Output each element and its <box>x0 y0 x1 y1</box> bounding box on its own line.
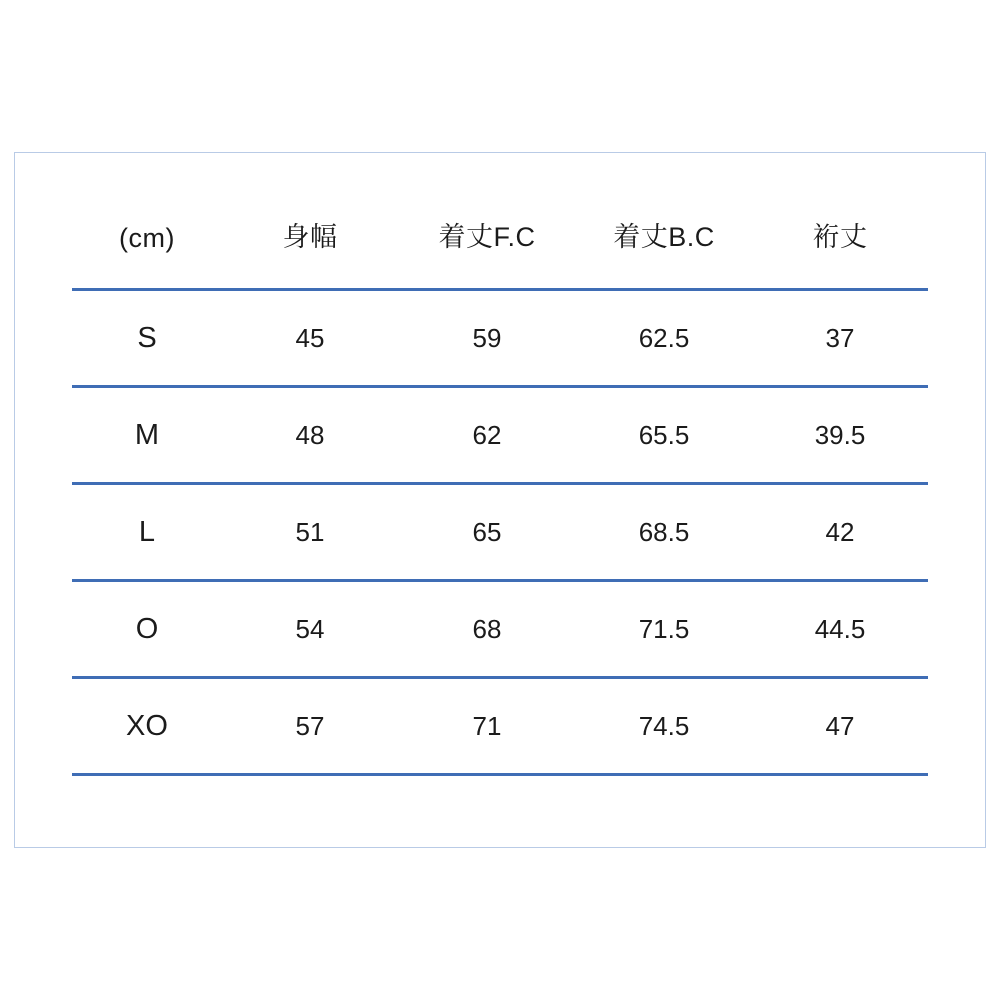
size-table-container <box>72 215 928 785</box>
cell-chest-width: 51 <box>222 484 398 581</box>
cell-sleeve-length: 37 <box>752 290 928 387</box>
row-size-label: O <box>72 581 222 678</box>
cell-length-fc: 62 <box>398 387 576 484</box>
header-length-fc: 着丈F.C <box>438 222 536 252</box>
table-row <box>72 484 928 581</box>
cell-sleeve-length: 42 <box>752 484 928 581</box>
cell-sleeve-length: 47 <box>752 678 928 775</box>
cell-chest-width: 48 <box>222 387 398 484</box>
cell-length-bc: 65.5 <box>576 387 752 484</box>
cell-length-fc: 68 <box>398 581 576 678</box>
row-size-label: L <box>72 484 222 581</box>
table-row <box>72 678 928 775</box>
table-row <box>72 581 928 678</box>
cell-length-fc: 59 <box>398 290 576 387</box>
cell-chest-width: 54 <box>222 581 398 678</box>
table-body <box>72 290 928 775</box>
header-chest-width: 身幅 <box>282 222 338 252</box>
cell-length-fc: 71 <box>398 678 576 775</box>
cell-sleeve-length: 44.5 <box>752 581 928 678</box>
cell-length-bc: 68.5 <box>576 484 752 581</box>
header-length-bc: 着丈B.C <box>613 222 715 252</box>
cell-chest-width: 45 <box>222 290 398 387</box>
table-row <box>72 290 928 387</box>
row-size-label: M <box>72 387 222 484</box>
size-table <box>72 215 928 776</box>
cell-length-bc: 71.5 <box>576 581 752 678</box>
table-header <box>72 215 928 290</box>
header-unit: (cm) <box>119 223 175 253</box>
cell-chest-width: 57 <box>222 678 398 775</box>
row-size-label: XO <box>72 678 222 775</box>
header-sleeve-length: 裄丈 <box>812 222 868 252</box>
table-row <box>72 387 928 484</box>
cell-length-bc: 62.5 <box>576 290 752 387</box>
cell-length-bc: 74.5 <box>576 678 752 775</box>
header-row <box>72 215 928 290</box>
cell-sleeve-length: 39.5 <box>752 387 928 484</box>
cell-length-fc: 65 <box>398 484 576 581</box>
row-size-label: S <box>72 290 222 387</box>
